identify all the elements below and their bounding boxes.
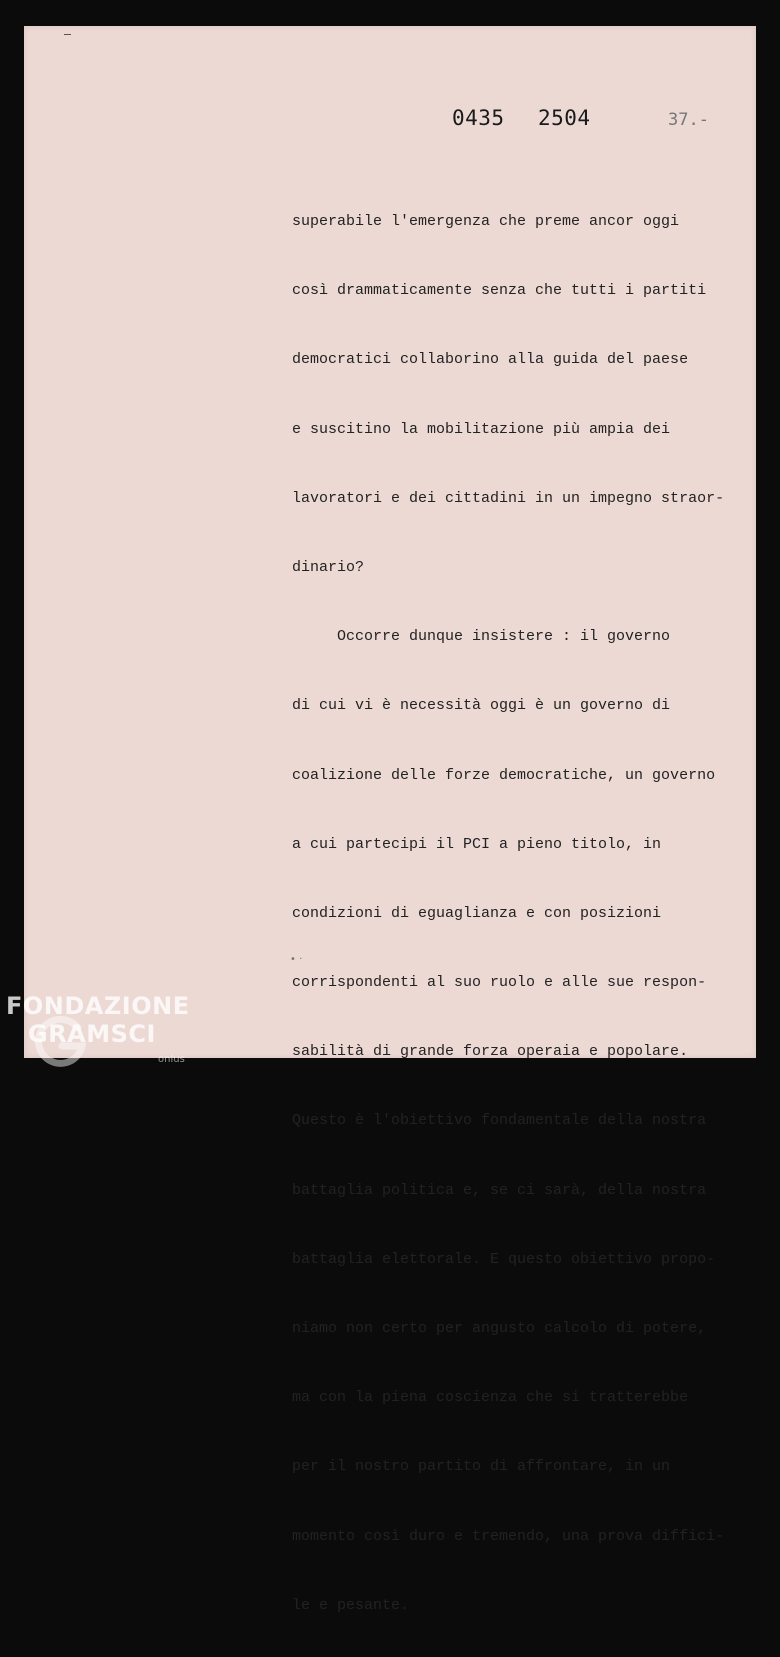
margin-tick-mark (64, 34, 71, 35)
text-line: coalizione delle forze democratiche, un governo (292, 766, 716, 784)
text-line: così drammaticamente senza che tutti i partiti (292, 282, 707, 300)
text-line: superabile l'emergenza che preme ancor oggi (292, 213, 680, 230)
text-line: lavoratori e dei cittadini in un impegno straor- (292, 489, 725, 507)
text-line: sabilità di grande forza operaia e popolare. (292, 1043, 689, 1061)
text-line: corrispondenti al suo ruolo e alle sue respon- (292, 974, 707, 992)
text-line: ma con la piena coscienza che si tratterebbe (292, 1389, 689, 1407)
watermark-line-2: GRAMSCI (28, 1020, 156, 1048)
watermark-suffix: onlus (158, 1054, 185, 1065)
typed-body-text (292, 170, 724, 1657)
text-line: battaglia elettorale. E questo obiettivo propo- (292, 1250, 716, 1268)
text-line: le e pesante. (292, 1596, 410, 1614)
text-line: dinario? (292, 558, 365, 576)
text-line: democratici collaborino alla guida del paese (292, 351, 689, 369)
paper-specks: • · (290, 954, 303, 965)
text-line: di cui vi è necessità oggi è un governo di (292, 697, 671, 715)
page-number-mark: 37.- (668, 110, 709, 130)
text-line: niamo non certo per angusto calcolo di potere, (292, 1320, 707, 1337)
text-line: per il nostro partito di affrontare, in un (292, 1458, 671, 1476)
text-line: battaglia politica e, se ci sarà, della nostra (292, 1181, 707, 1199)
archive-ref-number-2: 2504 (538, 106, 591, 130)
text-line: condizioni di eguaglianza e con posizioni (292, 904, 662, 922)
text-line: e suscitino la mobilitazione più ampia dei (292, 420, 671, 438)
text-line: Questo è l'obiettivo fondamentale della nostra (292, 1112, 707, 1130)
text-line: Occorre dunque insistere : il governo (292, 628, 671, 646)
text-line: a cui partecipi il PCI a pieno titolo, in (292, 835, 662, 853)
watermark-line-1: FONDAZIONE (6, 992, 190, 1020)
text-line: momento così duro e tremendo, una prova diffici- (292, 1527, 725, 1545)
archive-ref-number-1: 0435 (452, 106, 505, 130)
